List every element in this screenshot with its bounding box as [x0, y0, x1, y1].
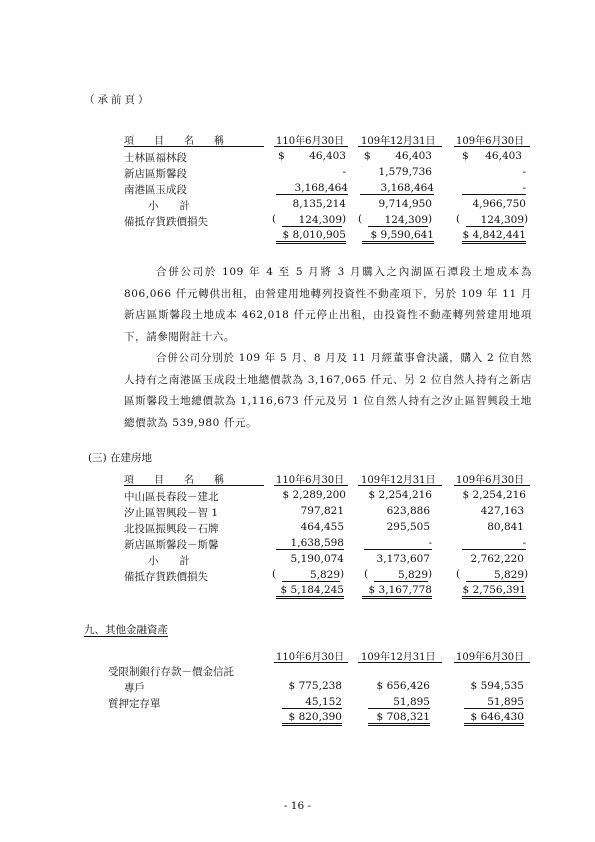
cell-value: 464,455 [300, 521, 344, 533]
cell-value: $ 594,535 [470, 680, 524, 692]
total-value: $ 646,430 [464, 711, 524, 726]
cell-value: - [462, 182, 526, 195]
cell-value: 1,579,736 [378, 166, 432, 178]
cell-value: 51,895 [464, 696, 524, 709]
col-header-date-2: 109年12月31日 [361, 475, 436, 486]
table-row-label-cont: 專戶 [124, 682, 145, 694]
cell-value: - [522, 166, 526, 178]
cell-value: - [462, 537, 526, 550]
total-value: $ 3,167,778 [362, 584, 432, 599]
cell-value: $ 656,426 [376, 680, 430, 692]
currency-symbol: $ [462, 150, 469, 162]
cell-value: $ 2,254,216 [368, 489, 432, 501]
cell-value: 124,309 [282, 214, 342, 227]
col-header-item-name: 項 目 名 稱 [124, 475, 224, 486]
col-header-date-2: 109年12月31日 [361, 652, 436, 663]
cell-value: 3,168,464 [360, 182, 434, 195]
cell-value: 124,309 [466, 214, 524, 227]
table-row-label: 備抵存貨跌價損失 [124, 216, 208, 228]
table-row-label: 受限制銀行存款－價金信託 [108, 666, 234, 678]
cell-value: 295,505 [386, 521, 430, 533]
total-value: $ 5,184,245 [276, 584, 344, 599]
cell-value: 46,403 [309, 150, 346, 162]
continued-label: （承前頁） [84, 94, 152, 106]
cell-value: 3,173,607 [376, 553, 430, 565]
section-title [84, 622, 168, 637]
cell-value: 46,403 [395, 150, 432, 162]
cell-value: - [342, 166, 346, 178]
table-row-label: 質押定存單 [108, 698, 161, 710]
table-row-label: 中山區長春段－建北 [124, 491, 219, 503]
cell-value: 5,829 [282, 569, 340, 582]
cell-value: 80,841 [487, 521, 524, 533]
cell-value: 623,886 [386, 505, 430, 517]
col-header-date-3: 109年6月30日 [456, 652, 525, 663]
total-value: $ 8,010,905 [276, 229, 346, 244]
cell-value: 2,762,220 [470, 553, 524, 565]
total-value: $ 820,390 [282, 711, 342, 726]
col-header-date-1: 110年6月30日 [276, 652, 345, 663]
cell-value: 45,152 [282, 696, 342, 709]
table-row-label: 汐止區智興段－智 1 [124, 507, 219, 519]
note-paragraphs [124, 262, 532, 434]
table-row-label: 新店區斯馨段－斯馨 [124, 539, 219, 551]
table-row-label: 北投區振興段－石牌 [124, 523, 219, 535]
total-value: $ 9,590,641 [362, 229, 434, 244]
cell-value: 3,168,464 [276, 182, 348, 195]
cell-value: 9,714,950 [378, 198, 432, 210]
col-header-item-name: 項 目 名 稱 [124, 136, 224, 147]
paragraph-acquisition: 合併公司分別於 109 年 5 月、8 月及 11 月經董事會決議，購入 2 位自然人持有之南港區玉成段土地總價款為 3,167,065 仟元、另 2 位自然人持有之新店區斯馨段土地總價款為 1,116,673 仟元及另 1 位自然人持有之汐止區智興段土地總價款為 539,980 仟元。 [124, 352, 532, 429]
table-row-label: 備抵存貨跌價損失 [124, 571, 208, 583]
cell-value: 124,309 [368, 214, 428, 227]
total-value: $ 4,842,441 [462, 229, 526, 244]
col-header-date-1: 110年6月30日 [276, 475, 345, 486]
cell-value: 5,190,074 [290, 553, 344, 565]
cell-value: 5,829 [466, 569, 524, 582]
currency-symbol: $ [364, 150, 371, 162]
section-title: (三) 在建房地 [88, 452, 153, 464]
cell-value: 1,638,598 [276, 537, 344, 550]
table-row-label: 南港區玉成段 [124, 184, 187, 196]
table-row-label: 士林區福林段 [124, 152, 187, 164]
col-header-date-1: 110年6月30日 [276, 136, 345, 147]
section-title-text: 九、其他金融資產 [84, 624, 168, 636]
paragraph-transfer: 合併公司於 109 年 4 至 5 月將 3 月購入之內湖區石潭段土地成本為 806,066 仟元轉供出租，由營建用地轉列投資性不動產項下，另於 109 年 11 月新店區斯馨段土地成本 462,018 仟元停止出租，由投資性不動產轉列營建用地項下，請參閱附註十六。 [124, 266, 532, 343]
total-value: $ 2,756,391 [462, 584, 526, 599]
subtotal-label: 小 計 [148, 555, 190, 567]
cell-value: 427,163 [480, 505, 524, 517]
total-value: $ 708,321 [368, 711, 430, 726]
cell-value: 4,966,750 [472, 198, 526, 210]
cell-value: $ 2,289,200 [282, 489, 346, 501]
cell-value: 8,135,214 [292, 198, 346, 210]
table-row-label: 新店區斯馨段 [124, 168, 187, 180]
col-header-date-2: 109年12月31日 [361, 136, 436, 147]
cell-value: 5,829 [374, 569, 428, 582]
cell-value: $ 2,254,216 [462, 489, 526, 501]
page-number: - 16 - [283, 800, 312, 812]
cell-value: 46,403 [485, 150, 522, 162]
col-header-date-3: 109年6月30日 [456, 475, 525, 486]
cell-value: 797,821 [300, 505, 344, 517]
cell-value: - [364, 537, 432, 550]
col-header-date-3: 109年6月30日 [456, 136, 525, 147]
cell-value: 51,895 [368, 696, 430, 709]
currency-symbol: $ [278, 150, 285, 162]
subtotal-label: 小 計 [148, 200, 190, 212]
cell-value: $ 775,238 [288, 680, 342, 692]
